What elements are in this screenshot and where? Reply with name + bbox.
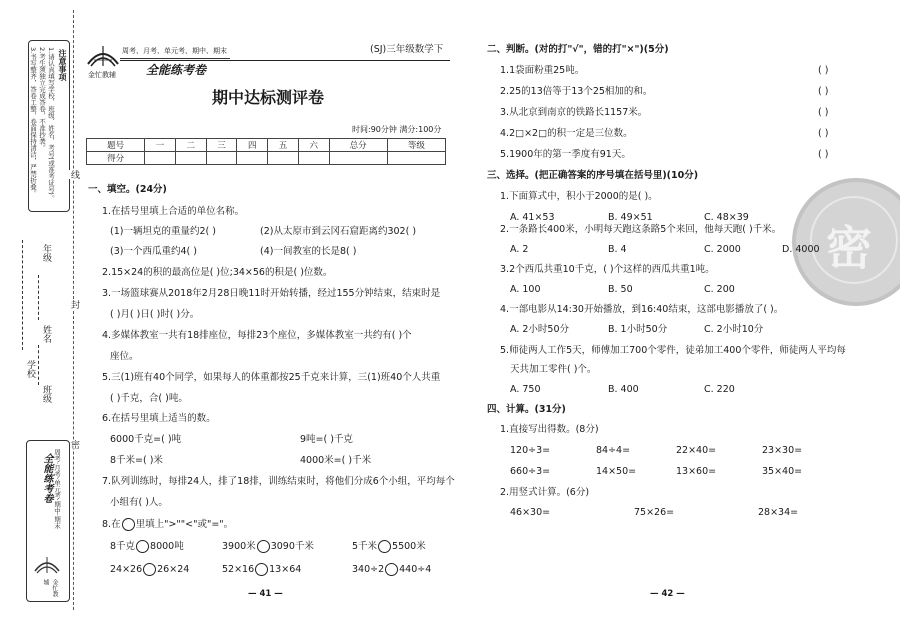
choice-2: 2.一条路长400米，小明每天跑这条路5个来回，他每天跑( )千米。 xyxy=(500,224,782,235)
logo-series: 全能练考卷 xyxy=(41,453,52,503)
header-brand: 金忙教辅 xyxy=(88,71,116,79)
logo-brand: 金忙教辅 xyxy=(42,579,58,597)
school-label: 学校 xyxy=(25,360,35,378)
section-2-title: 二、判断。(对的打"√"，错的打"×")(5分) xyxy=(487,44,669,55)
question-3-line-2: ( )月( )日( )时( )分。 xyxy=(110,309,200,320)
score-header-cell: 总分 xyxy=(329,139,387,152)
score-header-cell: 六 xyxy=(298,139,329,152)
choice-option[interactable]: B. 49×51 xyxy=(608,212,653,223)
compare-left: 5千米 xyxy=(352,541,378,552)
logo-box xyxy=(26,440,70,602)
grade-label: 年级 xyxy=(41,244,51,262)
choice-option[interactable]: C. 200 xyxy=(704,284,735,295)
calc-item: 120÷3= xyxy=(510,445,551,456)
choice-4: 4.一部电影从14:30开始播放，到16:40结束，这部电影播放了( )。 xyxy=(500,304,784,315)
question-3-line-1: 3.一场篮球赛从2018年2月28日晚11时开始转播，经过155分钟结束，结束时是 xyxy=(102,288,441,299)
calc-item: 660÷3= xyxy=(510,466,551,477)
choice-option[interactable]: A. 100 xyxy=(510,284,541,295)
notice-line-3: 3.书写整齐，答卷工整，卷面保持清洁，严禁折叠。 xyxy=(29,47,37,197)
choice-option[interactable]: C. 2小时10分 xyxy=(704,324,764,335)
calc-2-title: 2.用竖式计算。(6分) xyxy=(500,487,590,498)
page-title: 期中达标测评卷 xyxy=(212,88,325,107)
subject-tag: (SJ)三年级数学下 xyxy=(370,44,444,55)
question-6b: 9吨=( )千克 xyxy=(300,434,353,445)
score-header-cell: 四 xyxy=(237,139,268,152)
choice-option[interactable]: C. 2000 xyxy=(704,244,741,255)
score-cell[interactable] xyxy=(145,152,176,165)
judge-answer[interactable]: ( ) xyxy=(818,107,829,118)
judge-item: 5.1900年的第一季度有91天。 xyxy=(500,149,631,160)
compare-item xyxy=(110,540,184,553)
question-2: 2.15×24的积的最高位是( )位;34×56的积是( )位数。 xyxy=(102,267,333,278)
class-line xyxy=(38,345,39,385)
compare-item xyxy=(352,540,426,553)
choice-5-line-2: 天共加工零件( )个。 xyxy=(510,364,597,375)
calc-item: 35×40= xyxy=(762,466,803,477)
score-cell[interactable] xyxy=(237,152,268,165)
compare-circle-icon xyxy=(122,518,135,531)
compare-item xyxy=(110,563,189,576)
choice-1: 1.下面算式中，积小于2000的是( )。 xyxy=(500,191,658,202)
section-3-title: 三、选择。(把正确答案的序号填在括号里)(10分) xyxy=(487,170,699,181)
question-7-line-1: 7.队列训练时，每排24人，排了18排，训练结束时，将他们分成6个小组，平均每个 xyxy=(102,476,455,487)
choice-option[interactable]: B. 400 xyxy=(608,384,639,395)
calc-item: 23×30= xyxy=(762,445,803,456)
compare-circle[interactable] xyxy=(255,563,268,576)
choice-option[interactable]: B. 50 xyxy=(608,284,633,295)
book-logo-icon xyxy=(33,551,61,577)
class-label: 班级 xyxy=(41,385,51,403)
compare-right: 26×24 xyxy=(157,564,190,575)
judge-answer[interactable]: ( ) xyxy=(818,65,829,76)
choice-option[interactable]: B. 4 xyxy=(608,244,627,255)
calc-1-title: 1.直接写出得数。(8分) xyxy=(500,424,599,435)
choice-option[interactable]: A. 750 xyxy=(510,384,541,395)
seal-char-1: 线 xyxy=(69,170,79,179)
question-6d: 4000米=( )千米 xyxy=(300,455,372,466)
column-calc-item: 46×30= xyxy=(510,507,551,518)
time-score: 时间:90分钟 满分:100分 xyxy=(352,125,442,134)
compare-left: 3900米 xyxy=(222,541,256,552)
choice-5-line-1: 5.师徒两人工作5天，师傅加工700个零件，徒弟加工400个零件，师徒两人平均每 xyxy=(500,345,846,356)
score-header-cell: 题号 xyxy=(87,139,145,152)
score-cell[interactable] xyxy=(298,152,329,165)
score-header-cell: 二 xyxy=(175,139,206,152)
notice-line-2: 2.考生须独立完成答卷，不准抄袭。 xyxy=(38,47,46,151)
compare-left: 24×26 xyxy=(110,564,143,575)
notice-box xyxy=(28,40,70,212)
compare-item xyxy=(352,563,431,576)
score-cell[interactable] xyxy=(268,152,299,165)
page-number-left: — 41 — xyxy=(248,589,283,599)
logo-tagline: 周考·月考·单元考·期中·期末 xyxy=(53,449,61,529)
score-header-cell: 等级 xyxy=(387,139,445,152)
judge-item: 2.25的13倍等于13个25相加的和。 xyxy=(500,86,653,97)
compare-right: 13×64 xyxy=(269,564,302,575)
header-rule xyxy=(120,60,450,61)
seal-stamp xyxy=(792,178,900,306)
compare-left: 8千克 xyxy=(110,541,136,552)
judge-item: 4.2□×2□的积一定是三位数。 xyxy=(500,128,633,139)
compare-circle[interactable] xyxy=(385,563,398,576)
compare-circle[interactable] xyxy=(143,563,156,576)
header-rule-short xyxy=(120,58,230,59)
compare-circle[interactable] xyxy=(136,540,149,553)
compare-right: 5500米 xyxy=(392,541,426,552)
header-series: 全能练考卷 xyxy=(146,63,207,77)
section-4-title: 四、计算。(31分) xyxy=(487,404,566,415)
question-5-line-1: 5.三(1)班有40个同学，如果每人的体重都按25千克来计算，三(1)班40个人共重 xyxy=(102,372,441,383)
column-calc-item: 28×34= xyxy=(758,507,799,518)
binding-cut-line xyxy=(73,10,74,610)
notice-line-1: 1.请认真填写学校、班级、姓名、考号(或准考证号)。 xyxy=(47,47,55,202)
question-4-line-1: 4.多媒体教室一共有18排座位，每排23个座位，多媒体教室一共约有( )个 xyxy=(102,330,412,341)
choice-option[interactable]: C. 220 xyxy=(704,384,735,395)
compare-right: 8000吨 xyxy=(150,541,184,552)
compare-item xyxy=(222,540,314,553)
choice-option[interactable]: C. 48×39 xyxy=(704,212,749,223)
question-1b: (2)从太原市到云冈石窟距离约302( ) xyxy=(260,226,417,237)
compare-circle[interactable] xyxy=(257,540,270,553)
section-1-title: 一、填空。(24分) xyxy=(88,184,167,195)
school-line xyxy=(22,240,23,350)
judge-item: 1.1袋面粉重25吨。 xyxy=(500,65,585,76)
score-row-label: 得分 xyxy=(87,152,145,165)
question-8 xyxy=(102,518,233,531)
judge-answer[interactable]: ( ) xyxy=(818,128,829,139)
compare-right: 3090千米 xyxy=(270,541,314,552)
score-cell[interactable] xyxy=(387,152,445,165)
compare-left: 340÷2 xyxy=(352,564,385,575)
score-header-cell: 五 xyxy=(268,139,299,152)
score-header-cell: 一 xyxy=(145,139,176,152)
question-7-line-2: 小组有( )人。 xyxy=(110,497,168,508)
choice-3: 3.2个西瓜共重10千克，( )个这样的西瓜共重1吨。 xyxy=(500,264,715,275)
question-6: 6.在括号里填上适当的数。 xyxy=(102,413,216,424)
judge-answer[interactable]: ( ) xyxy=(818,86,829,97)
score-header-cell: 三 xyxy=(206,139,237,152)
notice-heading: 注意事项 xyxy=(58,49,67,81)
calc-item: 13×60= xyxy=(676,466,717,477)
header-tagline: 周考、月考、单元考、期中、期末 xyxy=(122,47,227,55)
page-number-right: — 42 — xyxy=(650,589,685,599)
compare-left: 52×16 xyxy=(222,564,255,575)
brand-logo-icon xyxy=(86,40,120,70)
question-6a: 6000千克=( )吨 xyxy=(110,434,182,445)
name-label: 姓名 xyxy=(41,325,51,343)
score-cell[interactable] xyxy=(329,152,387,165)
score-cell[interactable] xyxy=(206,152,237,165)
question-4-line-2: 座位。 xyxy=(110,351,139,362)
column-calc-item: 75×26= xyxy=(634,507,675,518)
score-table xyxy=(86,138,446,165)
question-1d: (4)一间教室的长是8( ) xyxy=(260,246,357,257)
binding-strip xyxy=(0,0,80,618)
choice-option[interactable]: D. 4000 xyxy=(782,244,820,255)
judge-answer[interactable]: ( ) xyxy=(818,149,829,160)
question-1c: (3)一个西瓜重约4( ) xyxy=(110,246,197,257)
choice-option[interactable]: B. 1小时50分 xyxy=(608,324,668,335)
question-1a: (1)一辆坦克的重量约2( ) xyxy=(110,226,216,237)
calc-item: 22×40= xyxy=(676,445,717,456)
score-cell[interactable] xyxy=(175,152,206,165)
calc-item: 84÷4= xyxy=(596,445,631,456)
choice-option[interactable]: A. 41×53 xyxy=(510,212,555,223)
judge-item: 3.从北京到南京的铁路长1157米。 xyxy=(500,107,648,118)
choice-option[interactable]: A. 2 xyxy=(510,244,529,255)
seal-stamp-char: 密 xyxy=(826,221,872,275)
question-8-prefix: 8.在 xyxy=(102,519,121,530)
question-5-line-2: ( )千克，合( )吨。 xyxy=(110,393,188,404)
score-table-header-row xyxy=(87,139,446,152)
score-table-row xyxy=(87,152,446,165)
choice-option[interactable]: A. 2小时50分 xyxy=(510,324,570,335)
seal-char-2: 封 xyxy=(69,300,79,309)
seal-char-3: 密 xyxy=(69,440,79,449)
compare-right: 440÷4 xyxy=(399,564,432,575)
question-8-suffix: 里填上">""<"或"="。 xyxy=(135,519,234,530)
question-1: 1.在括号里填上合适的单位名称。 xyxy=(102,206,245,217)
calc-item: 14×50= xyxy=(596,466,637,477)
compare-item xyxy=(222,563,301,576)
question-6c: 8千米=( )米 xyxy=(110,455,163,466)
name-line xyxy=(38,275,39,320)
compare-circle[interactable] xyxy=(378,540,391,553)
